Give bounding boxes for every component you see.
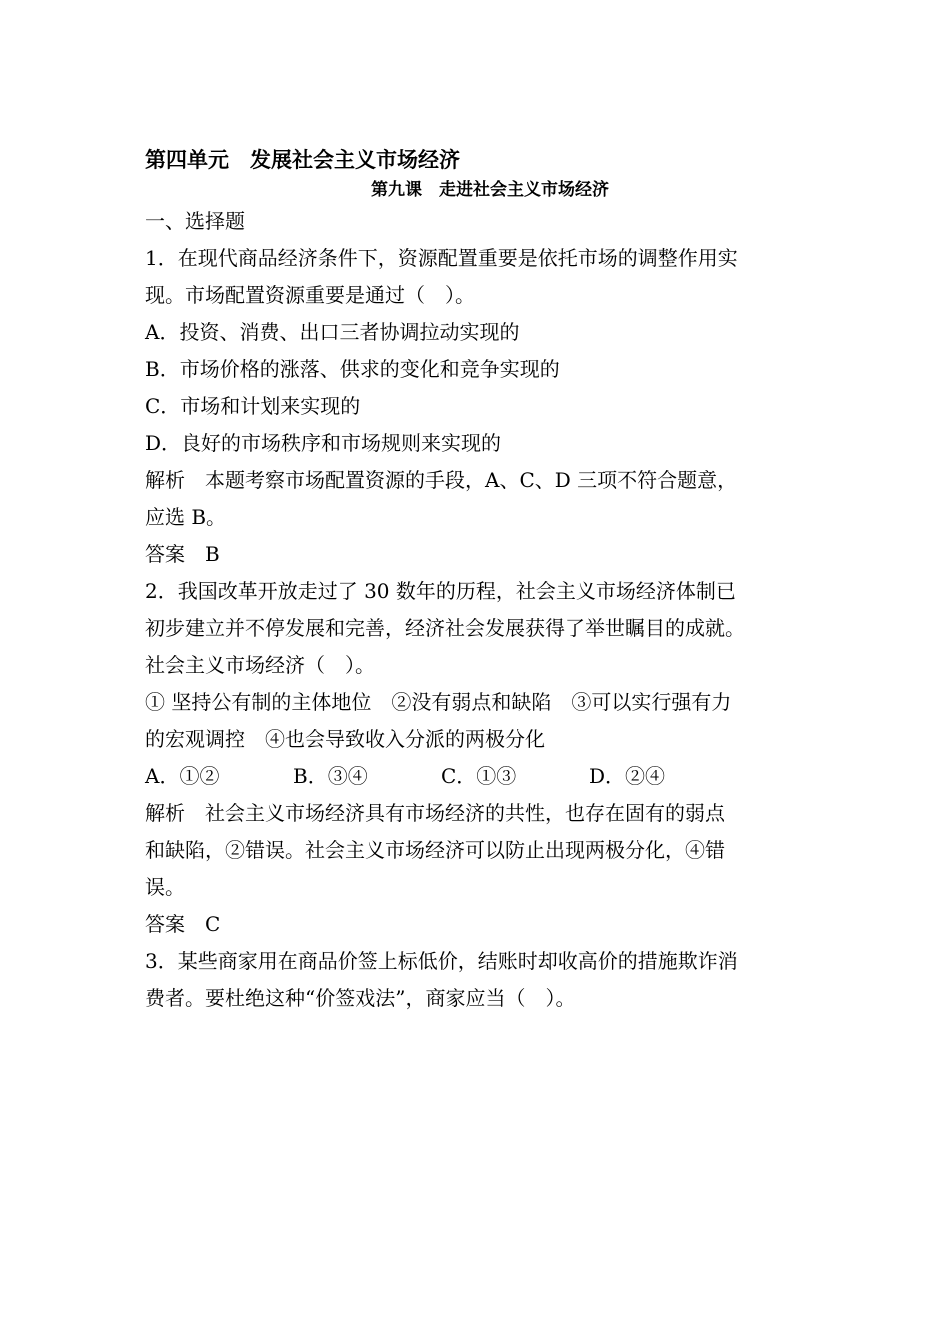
question-2-option-b: B．③④ bbox=[293, 764, 368, 788]
unit-title: 第四单元 发展社会主义市场经济 bbox=[145, 148, 460, 172]
question-2-option-d: D．②④ bbox=[589, 764, 666, 788]
question-1-answer: 答案 B bbox=[145, 542, 220, 566]
question-1-analysis-line: 应选 B。 bbox=[145, 505, 227, 529]
question-2-stem-line: 社会主义市场经济（ ）。 bbox=[145, 653, 375, 677]
question-1-option-c: C．市场和计划来实现的 bbox=[145, 394, 361, 418]
question-2-answer: 答案 C bbox=[145, 912, 221, 936]
question-3-stem-line: 费者。要杜绝这种“价签戏法”，商家应当（ ）。 bbox=[145, 986, 576, 1010]
question-2-items-line: ① 坚持公有制的主体地位 ②没有弱点和缺陷 ③可以实行强有力 bbox=[145, 690, 732, 714]
question-3-stem-line: 3．某些商家用在商品价签上标低价，结账时却收高价的措施欺诈消 bbox=[145, 949, 738, 973]
question-3 bbox=[145, 943, 835, 1017]
question-2 bbox=[145, 573, 835, 943]
question-1-stem-line: 现。市场配置资源重要是通过（ ）。 bbox=[145, 283, 475, 307]
question-2-options bbox=[145, 758, 835, 795]
question-2-option-c: C．①③ bbox=[441, 764, 517, 788]
question-1-option-d: D．良好的市场秩序和市场规则来实现的 bbox=[145, 431, 502, 455]
question-1-analysis-line: 解析 本题考察市场配置资源的手段，A、C、D 三项不符合题意， bbox=[145, 468, 738, 492]
lesson-title: 第九课 走进社会主义市场经济 bbox=[371, 180, 609, 200]
question-2-analysis-line: 误。 bbox=[145, 875, 185, 899]
question-1-option-a: A．投资、消费、出口三者协调拉动实现的 bbox=[145, 320, 520, 344]
question-2-stem-line: 初步建立并不停发展和完善，经济社会发展获得了举世瞩目的成就。 bbox=[145, 616, 745, 640]
question-1-option-b: B．市场价格的涨落、供求的变化和竞争实现的 bbox=[145, 357, 560, 381]
document-page bbox=[145, 143, 835, 1017]
question-2-analysis-line: 和缺陷，②错误。社会主义市场经济可以防止出现两极分化，④错 bbox=[145, 838, 725, 862]
question-1 bbox=[145, 240, 835, 573]
question-2-option-a: A．①② bbox=[145, 764, 220, 788]
question-2-items-line: 的宏观调控 ④也会导致收入分派的两极分化 bbox=[145, 727, 545, 751]
question-1-stem-line: 1．在现代商品经济条件下，资源配置重要是依托市场的调整作用实 bbox=[145, 246, 738, 270]
question-2-stem-line: 2．我国改革开放走过了 30 数年的历程，社会主义市场经济体制已 bbox=[145, 579, 736, 603]
section-heading: 一、选择题 bbox=[145, 209, 245, 233]
question-2-analysis-line: 解析 社会主义市场经济具有市场经济的共性，也存在固有的弱点 bbox=[145, 801, 725, 825]
